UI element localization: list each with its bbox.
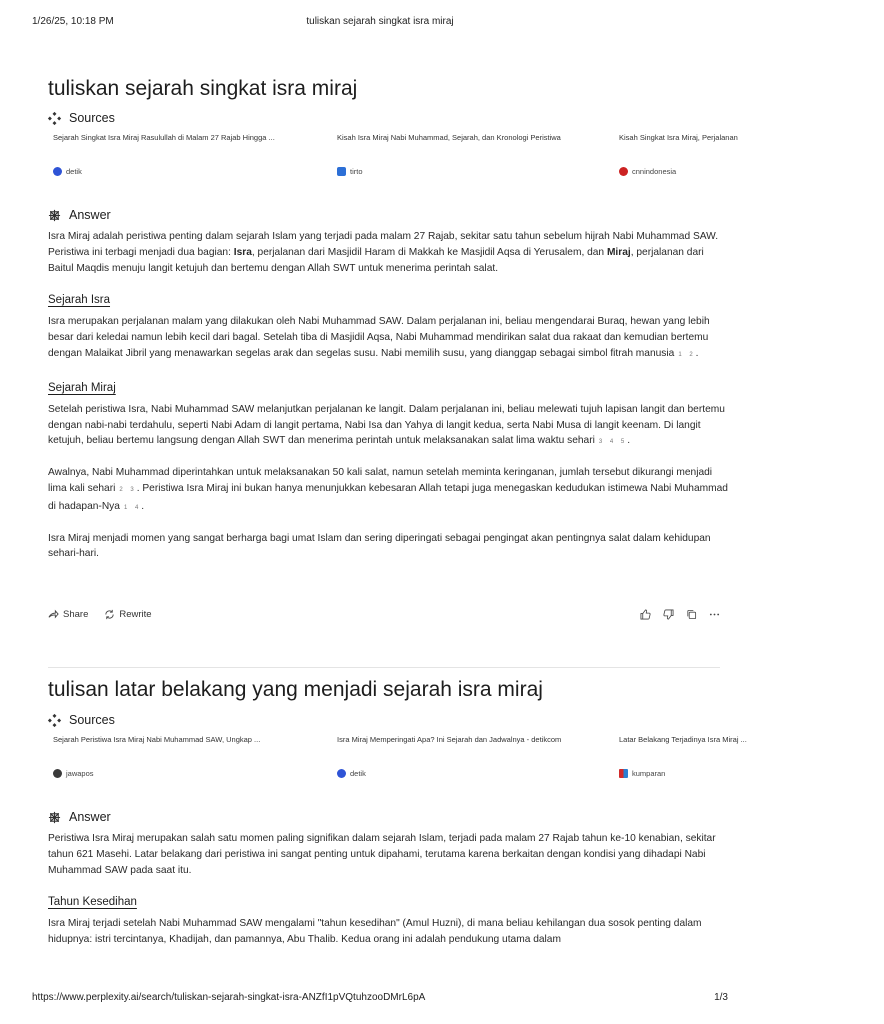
heading-sejarah-miraj: Sejarah Miraj bbox=[48, 381, 116, 394]
question-2 bbox=[48, 677, 732, 703]
sources-list bbox=[48, 133, 738, 195]
isra-text: Isra merupakan perjalanan malam yang dilakukan oleh Nabi Muhammad SAW. Dalam perjalanan ini, beliau mengendarai Buraq, hewan yang lebih besar dari keledai namun lebih kecil dari bagal. Setelah tiba di Masjidil Aqsa, Nabi Muhammad mendirikan salat dua rakaat dan kemudian bertemu dengan Malaikat Jibril yang menawarkan segelas arak dan segelas susu. Nabi memilih susu, yang dianggap sebagai simbol fitrah manusia bbox=[48, 316, 710, 359]
question-title: tuliskan sejarah singkat isra miraj bbox=[48, 77, 358, 100]
print-date: 1/26/25, 10:18 PM bbox=[32, 16, 114, 27]
rewrite-label: Rewrite bbox=[119, 609, 152, 620]
intro-text: , perjalanan dari Masjidil Haram di Makkah ke Masjidil Aqsa di Yerusalem, dan bbox=[251, 246, 607, 258]
source-card[interactable] bbox=[332, 133, 602, 195]
question-1 bbox=[48, 76, 732, 102]
thumbs-up-icon[interactable] bbox=[640, 609, 651, 620]
kumparan-icon bbox=[619, 769, 628, 778]
sources-label: Sources bbox=[69, 713, 115, 727]
source-site bbox=[53, 167, 82, 176]
share-label: Share bbox=[63, 609, 89, 620]
source-site-name: detik bbox=[66, 167, 82, 176]
intro-text: Isra Miraj adalah peristiwa penting dalam sejarah Islam yang terjadi pada malam 27 Rajab, sekitar satu tahun sebelum hijrah Nabi Muhammad SAW. Peristiwa ini terbagi menjadi dua bagian: bbox=[48, 231, 719, 258]
print-title: tuliskan sejarah singkat isra miraj bbox=[306, 16, 454, 27]
divider bbox=[48, 667, 720, 668]
source-site bbox=[53, 769, 94, 778]
answer-header bbox=[48, 808, 732, 826]
answer-section bbox=[48, 808, 732, 948]
source-site bbox=[619, 769, 665, 778]
sources-header bbox=[48, 711, 732, 729]
term-isra: Isra bbox=[233, 246, 252, 258]
print-footer bbox=[32, 992, 728, 1006]
source-site-name: cnnindonesia bbox=[632, 167, 677, 176]
thumbs-down-icon[interactable] bbox=[663, 609, 674, 620]
sources-section bbox=[48, 711, 747, 797]
term-miraj: Miraj bbox=[606, 246, 631, 258]
sources-section bbox=[48, 109, 738, 195]
miraj-text: Setelah peristiwa Isra, Nabi Muhammad SAW melanjutkan perjalanan ke langit. Dalam perjalanan ini, beliau melewati tujuh lapisan langit dan bertemu dengan nabi-nabi terdahulu, seperti Nabi Adam di langit pertama, Nabi Isa dan Yahya di langit kedua, serta Nabi Musa di langit keenam. Di langit ketujuh, beliau bertemu langsung dengan Allah SWT dan menerima perintah untuk melaksanakan salat lima waktu sehari bbox=[48, 403, 725, 447]
jawapos-icon bbox=[53, 769, 62, 778]
source-card[interactable] bbox=[614, 133, 884, 195]
copy-icon[interactable] bbox=[686, 609, 697, 620]
source-title: Latar Belakang Terjadinya Isra Miraj ... bbox=[619, 735, 747, 744]
citation[interactable]: 1 2 bbox=[678, 351, 696, 358]
sources-list bbox=[48, 735, 747, 797]
isra-paragraph: Isra merupakan perjalanan malam yang dilakukan oleh Nabi Muhammad SAW. Dalam perjalanan ini, beliau mengendarai Buraq, hewan yang lebih besar dari keledai namun lebih kecil dari bagal. Setelah tiba di Masjidil Aqsa, Nabi Muhammad mendirikan salat dua rakaat dan kemudian bertemu dengan Malaikat Jibril yang menawarkan segelas arak dan segelas susu. Nabi memilih susu, yang dianggap sebagai simbol fitrah manusia 1 2. bbox=[48, 316, 710, 359]
source-site-name: kumparan bbox=[632, 769, 666, 778]
sources-icon bbox=[48, 112, 61, 125]
answer-intro bbox=[48, 229, 732, 276]
source-card[interactable] bbox=[332, 735, 602, 797]
share-button[interactable] bbox=[48, 609, 88, 620]
source-card[interactable] bbox=[48, 133, 318, 195]
print-page-number: 1/3 bbox=[714, 992, 728, 1003]
answer-label: Answer bbox=[69, 810, 111, 824]
question-title: tulisan latar belakang yang menjadi sejarah isra miraj bbox=[48, 678, 543, 701]
answer-label: Answer bbox=[69, 208, 111, 222]
miraj-text: Awalnya, Nabi Muhammad diperintahkan untuk melaksanakan 50 kali salat, namun setelah meminta keringanan, jumlah tersebut dikurangi menjadi lima kali sehari bbox=[48, 467, 713, 494]
answer-intro: Peristiwa Isra Miraj merupakan salah satu momen paling signifikan dalam sejarah Islam, terjadi pada malam 27 Rajab tahun ke-10 kenabian, sekitar tahun 621 Masehi. Latar belakang dari peristiwa ini sangat penting untuk dipahami, terutama karena berkaitan dengan kondisi yang dihadapi Nabi Muhammad SAW pada saat itu. bbox=[48, 833, 716, 876]
source-card[interactable] bbox=[48, 735, 318, 797]
source-site bbox=[337, 167, 363, 176]
citation[interactable]: 3 4 5 bbox=[598, 439, 628, 446]
detik-icon bbox=[53, 167, 62, 176]
citation[interactable]: 1 4 bbox=[123, 504, 142, 511]
tahun-kesedihan-paragraph: Isra Miraj terjadi setelah Nabi Muhammad SAW mengalami "tahun kesedihan" (Amul Huzni), di mana beliau kehilangan dua sosok penting dalam hidupnya: istri tercintanya, Khadijah, dan pamannya, Abu Thalib. Kedua orang ini adalah pendukung utama dalam bbox=[48, 918, 702, 946]
source-site-name: detik bbox=[350, 769, 366, 778]
miraj-paragraph-1: Setelah peristiwa Isra, Nabi Muhammad SAW melanjutkan perjalanan ke langit. Dalam perjalanan ini, beliau melewati tujuh lapisan langit dan bertemu dengan nabi-nabi terdahulu, seperti Nabi Adam di langit pertama, Nabi Isa dan Yahya di langit kedua, serta Nabi Musa di langit keenam. Di langit ketujuh, beliau bertemu langsung dengan Allah SWT dan menerima perintah untuk melaksanakan salat lima waktu sehari 3 4 5. bbox=[48, 403, 725, 447]
sources-header bbox=[48, 109, 732, 127]
answer-icon bbox=[48, 811, 61, 824]
miraj-text: . Peristiwa Isra Miraj ini bukan hanya menunjukkan kebesaran Allah tetapi juga menegaskan kedudukan istimewa Nabi Muhammad di hadapan-Nya bbox=[48, 482, 728, 512]
source-site bbox=[619, 167, 676, 176]
cnn-icon bbox=[619, 167, 628, 176]
intro-text: , perjalanan dari Baitul Maqdis menuju langit ketujuh dan bertemu dengan Allah SWT untuk menerima perintah salat. bbox=[48, 246, 704, 274]
share-icon bbox=[48, 609, 59, 620]
citation[interactable]: 2 3 bbox=[119, 486, 137, 493]
source-title: Sejarah Singkat Isra Miraj Rasulullah di Malam 27 Rajab Hingga ... bbox=[53, 133, 275, 142]
sources-label: Sources bbox=[69, 111, 115, 125]
more-icon[interactable] bbox=[709, 609, 720, 620]
detik-icon bbox=[337, 769, 346, 778]
answer-header bbox=[48, 206, 732, 224]
source-title: Isra Miraj Memperingati Apa? Ini Sejarah dan Jadwalnya - detikcom bbox=[337, 735, 562, 744]
print-header bbox=[32, 16, 728, 30]
answer-icon bbox=[48, 209, 61, 222]
source-title: Sejarah Peristiwa Isra Miraj Nabi Muhammad SAW, Ungkap ... bbox=[53, 735, 261, 744]
rewrite-button[interactable] bbox=[104, 609, 151, 620]
tirto-icon bbox=[337, 167, 346, 176]
heading-tahun-kesedihan: Tahun Kesedihan bbox=[48, 896, 137, 909]
source-card[interactable] bbox=[614, 735, 884, 797]
heading-sejarah-isra: Sejarah Isra bbox=[48, 294, 111, 307]
answer-actions bbox=[48, 609, 720, 625]
answer-section bbox=[48, 206, 732, 562]
source-site-name: jawapos bbox=[66, 769, 94, 778]
source-site bbox=[337, 769, 366, 778]
miraj-paragraph-2: Awalnya, Nabi Muhammad diperintahkan untuk melaksanakan 50 kali salat, namun setelah meminta keringanan, jumlah tersebut dikurangi menjadi lima kali sehari 2 3. Peristiwa Isra Miraj ini bukan hanya menunjukkan kebesaran Allah tetapi juga menegaskan kedudukan istimewa Nabi Muhammad di hadapan-Nya 1 4. bbox=[48, 467, 728, 512]
sources-icon bbox=[48, 714, 61, 727]
rewrite-icon bbox=[104, 609, 115, 620]
print-url: https://www.perplexity.ai/search/tuliskan-sejarah-singkat-isra-ANZfI1pVQtuhzooDMrL6pA bbox=[32, 992, 426, 1003]
closing-paragraph: Isra Miraj menjadi momen yang sangat berharga bagi umat Islam dan sering diperingati sebagai pengingat akan pentingnya salat dalam kehidupan sehari-hari. bbox=[48, 532, 711, 560]
source-title: Kisah Singkat Isra Miraj, Perjalanan bbox=[619, 133, 738, 142]
source-title: Kisah Isra Miraj Nabi Muhammad, Sejarah, dan Kronologi Peristiwa bbox=[337, 133, 561, 142]
source-site-name: tirto bbox=[350, 167, 363, 176]
